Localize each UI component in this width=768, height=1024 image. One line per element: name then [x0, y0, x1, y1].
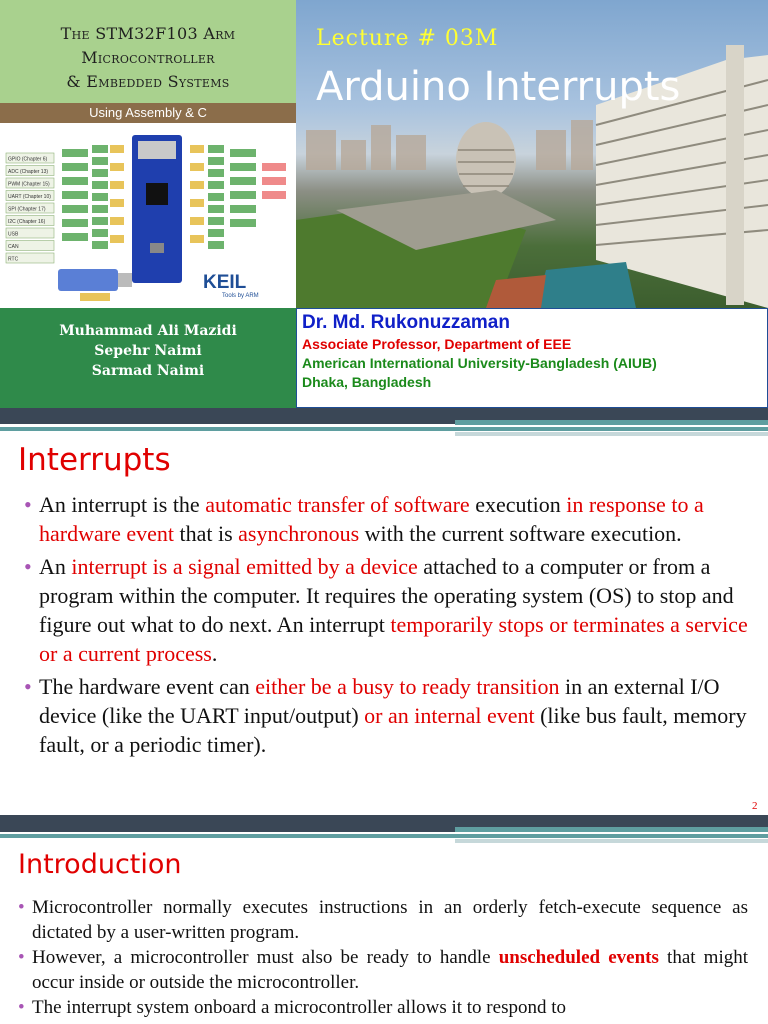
divider-teal-strip [0, 834, 768, 838]
bullet-dot-icon: • [24, 554, 32, 579]
text: that might occur inside or outside the microcontroller. [32, 947, 749, 993]
bullet-dot-icon: • [18, 997, 25, 1018]
text: However, a microcontroller must also be ready to handle [32, 947, 499, 968]
text: that is [173, 521, 239, 546]
interrupts-bullet-list [24, 490, 759, 763]
chapter-tag-label: CAN [8, 244, 19, 250]
microcontroller-board-image [0, 123, 296, 308]
book-cover-board-illustration [0, 123, 296, 308]
highlight-text: unscheduled events [498, 947, 659, 968]
text: (like bus fault, memory fault, or a periodic timer). [39, 703, 747, 757]
list-item [18, 945, 748, 995]
text: An [39, 554, 72, 579]
chapter-tag-label: SPI (Chapter 17) [8, 206, 46, 213]
highlight-text: interrupt is a signal emitted by a device [71, 554, 418, 579]
text: The hardware event can [39, 674, 256, 699]
list-item [18, 895, 748, 945]
bullet-dot-icon: • [18, 897, 25, 918]
highlight-text: either be a busy to ready transition [255, 674, 560, 699]
bullet-dot-icon: • [24, 674, 32, 699]
divider-teal-accent [455, 420, 768, 425]
book-title-line1: The STM32F103 Arm [60, 24, 236, 43]
chapter-tag-label: I2C (Chapter 16) [8, 219, 46, 225]
text: attached to a computer or from a program within the computer. It requires the operating system (OS) to stop and figure out what to do next. An interrupt [39, 554, 734, 637]
highlight-text: in response to a hardware event [39, 492, 704, 546]
text: Microcontroller normally executes instructions in an orderly fetch-execute sequence as dictated by a user-written program. [32, 897, 748, 943]
lecture-number: Lecture # 03M [316, 26, 499, 51]
slide-divider-1 [0, 408, 768, 436]
list-item [24, 490, 759, 548]
chapter-tag-label: ADC (Chapter 13) [8, 169, 49, 175]
highlight-text: automatic transfer of software [205, 492, 470, 517]
book-author-3: Sarmad Naimi [91, 363, 205, 379]
divider-teal-accent [455, 827, 768, 832]
bullet-dot-icon: • [18, 947, 25, 968]
chapter-tag-label: RTC [8, 256, 19, 263]
text: execution [469, 492, 567, 517]
page-number: 2 [752, 800, 758, 812]
highlight-text: temporarily stops or terminates a service or a current process [39, 612, 748, 666]
slide-heading-interrupts: Interrupts [18, 442, 171, 478]
bullet-dot-icon: • [24, 492, 32, 517]
keil-logo-subtitle: Tools by ARM [222, 293, 259, 299]
introduction-bullet-list [18, 895, 748, 1020]
chapter-tag-label: GPIO (Chapter 6) [8, 156, 48, 163]
presenter-institution: American International University-Bangladesh (AIUB) [302, 355, 657, 371]
presenter-city: Dhaka, Bangladesh [302, 374, 432, 390]
keil-logo: KEIL [203, 272, 247, 293]
chapter-tag-label: UART (Chapter 10) [8, 194, 51, 200]
chapter-tag-label: USB [8, 231, 19, 238]
book-title-line2: Microcontroller [81, 48, 215, 67]
slide-divider-2 [0, 815, 768, 843]
text: with the current software execution. [359, 521, 682, 546]
chapter-tag-label: PWM (Chapter 15) [8, 181, 50, 188]
book-author-1: Muhammad Ali Mazidi [59, 323, 237, 339]
text: The interrupt system onboard a microcontroller allows it to respond to [32, 997, 566, 1018]
highlight-text: or an internal event [364, 703, 535, 728]
list-item [24, 552, 759, 668]
presenter-position: Associate Professor, Department of EEE [302, 336, 572, 352]
highlight-text: asynchronous [238, 521, 360, 546]
presenter-name: Dr. Md. Rukonuzzaman [302, 312, 510, 333]
divider-light-strip [455, 839, 768, 843]
divider-teal-strip [0, 427, 768, 431]
lecture-title: Arduino Interrupts [316, 64, 681, 110]
slide-heading-introduction: Introduction [18, 849, 182, 880]
text: . [211, 641, 218, 666]
presenter-info-box [296, 308, 768, 408]
book-cover-top [0, 0, 296, 103]
title-slide [0, 0, 768, 408]
book-title-line3: & Embedded Systems [66, 72, 230, 91]
book-author-2: Sepehr Naimi [94, 343, 202, 359]
list-item [18, 995, 748, 1020]
list-item [24, 672, 759, 759]
book-subtitle: Using Assembly & C [0, 103, 296, 123]
text: in an external I/O device (like the UART input/output) [39, 674, 720, 728]
text: An interrupt is the [39, 492, 206, 517]
divider-light-strip [455, 432, 768, 436]
book-cover-authors [0, 308, 296, 408]
